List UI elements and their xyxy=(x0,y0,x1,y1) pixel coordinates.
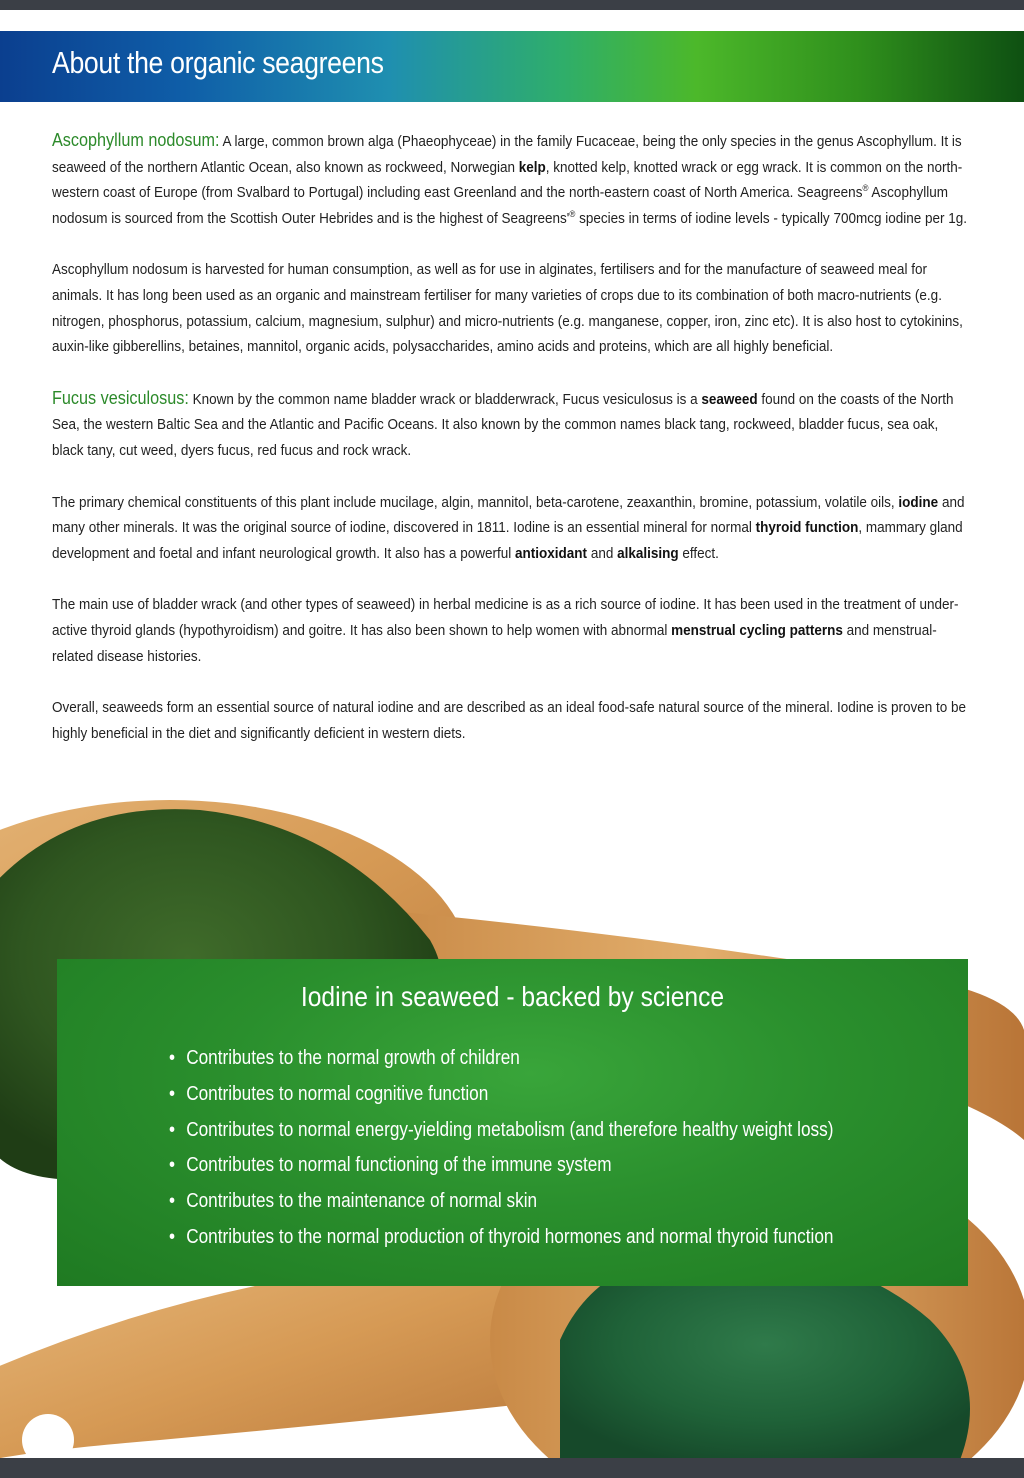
bold-term-alkalising: alkalising xyxy=(617,544,679,562)
species-name-fucus: Fucus vesiculosus: xyxy=(52,387,189,408)
bold-term-kelp: kelp xyxy=(518,158,546,176)
list-item-text: Contributes to the normal growth of children xyxy=(186,1047,520,1069)
list-item-text: Contributes to normal cognitive function xyxy=(186,1082,489,1105)
list-item-text: Contributes to normal functioning of the immune system xyxy=(186,1154,612,1177)
iodine-benefits-list xyxy=(169,1043,840,1258)
text-run: found on the coasts of the North Sea, the western Baltic Sea and the Atlantic and Pacific Oceans. It also known by the common names black tang, rockweed, bladder fucus, sea oak, black tany, cut weed, dyers fucus, red fucus and rock wrack. xyxy=(52,390,954,459)
list-item xyxy=(169,1186,840,1222)
list-item xyxy=(169,1079,840,1115)
list-item-text: Contributes to the maintenance of normal skin xyxy=(186,1190,538,1213)
ascophyllum-paragraph-2: Ascophyllum nodosum is harvested for human consumption, as well as for use in alginates, fertilisers and for the manufacture of seaweed meal for animals. It has long been used as an organic and mainstream fertiliser for many varieties of crops due to its combination of both macro-nutrients (e.g. nitrogen, phosphorus, potassium, calcium, magnesium, sulphur) and micro-nutrients (e.g. manganese, copper, iron, zinc etc). It is also host to cytokinins, auxin-like gibberellins, betaines, mannitol, organic acids, polysaccharides, amino acids and proteins, which are all highly beneficial. xyxy=(52,261,963,356)
iodine-box-title: Iodine in seaweed - backed by science xyxy=(300,981,725,1012)
list-item xyxy=(169,1115,840,1151)
bullet-icon: • xyxy=(169,1190,176,1213)
bold-term-iodine: iodine xyxy=(898,493,939,511)
text-run: Known by the common name bladder wrack or bladderwrack, Fucus vesiculosus is a xyxy=(192,390,702,408)
bullet-icon: • xyxy=(169,1082,176,1105)
text-run: and many other minerals. It was the original source of iodine, discovered in 1811. Iodine is an essential mineral for normal xyxy=(52,493,965,537)
text-run: , mammary gland development and foetal and infant neurological growth. It also has a powerful xyxy=(52,519,963,562)
iodine-benefits-box xyxy=(57,959,968,1286)
fucus-paragraph-2 xyxy=(52,490,970,567)
fucus-paragraph-1 xyxy=(52,386,970,464)
bold-term-antioxidant: antioxidant xyxy=(515,544,588,562)
text-run: , knotted kelp, knotted wrack or egg wrack. It is common on the north-western coast of Europe (from Svalbard to Portugal) including east Greenland and the north-eastern coast of North America. Seagreens xyxy=(52,158,963,202)
text-run: and menstrual-related disease histories. xyxy=(52,621,937,665)
text-run: Ascophyllum nodosum is sourced from the Scottish Outer Hebrides and is the highest of Seagreens' xyxy=(52,184,948,227)
bullet-icon: • xyxy=(169,1154,176,1177)
list-item xyxy=(169,1043,840,1079)
bullet-icon: • xyxy=(169,1118,176,1141)
ascophyllum-paragraph-1 xyxy=(52,128,970,231)
text-run: and xyxy=(587,544,618,562)
text-run: The main use of bladder wrack (and other types of seaweed) in herbal medicine is as a rich source of iodine. It has been used in the treatment of under-active thyroid glands (hypothyroidism) and goitre. It has also been shown to help women with abnormal xyxy=(52,596,959,639)
bold-term-thyroid-function: thyroid function xyxy=(755,519,859,537)
list-item xyxy=(169,1150,840,1186)
lower-spoon-handle xyxy=(0,1259,560,1458)
bottom-frame-strip xyxy=(0,1458,1024,1478)
text-run: species in terms of iodine levels - typically 700mcg iodine per 1g. xyxy=(575,209,968,227)
top-frame-strip xyxy=(0,0,1024,10)
header-banner xyxy=(0,31,1024,102)
bold-term-seaweed: seaweed xyxy=(701,390,758,408)
list-item xyxy=(169,1222,840,1258)
summary-paragraph: Overall, seaweeds form an essential source of natural iodine and are described as an ideal food-safe natural source of the mineral. Iodine is proven to be highly beneficial in the diet and significantly deficient in western diets. xyxy=(52,699,967,742)
species-name-ascophyllum: Ascophyllum nodosum: xyxy=(52,130,220,150)
article-body xyxy=(52,128,970,772)
list-item-text: Contributes to normal energy-yielding metabolism (and therefore healthy weight loss) xyxy=(186,1118,834,1141)
bullet-icon: • xyxy=(169,1047,176,1069)
text-run: A large, common brown alga (Phaeophyceae) in the family Fucaceae, being the only species in the genus Ascophyllum. It is seaweed of the northern Atlantic Ocean, also known as rockweed, Norwegian xyxy=(52,133,962,176)
bold-term-menstrual-cycling: menstrual cycling patterns xyxy=(671,621,843,639)
list-item-text: Contributes to the normal production of thyroid hormones and normal thyroid function xyxy=(186,1225,834,1248)
fucus-paragraph-3 xyxy=(52,592,970,669)
bullet-icon: • xyxy=(169,1225,176,1248)
registered-mark: ® xyxy=(569,208,576,219)
text-run: effect. xyxy=(678,544,719,562)
text-run: The primary chemical constituents of this plant include mucilage, algin, mannitol, beta-carotene, zeaxanthin, bromine, potassium, volatile oils, xyxy=(52,493,899,511)
registered-mark: ® xyxy=(862,183,869,194)
page-title: About the organic seagreens xyxy=(52,45,384,80)
